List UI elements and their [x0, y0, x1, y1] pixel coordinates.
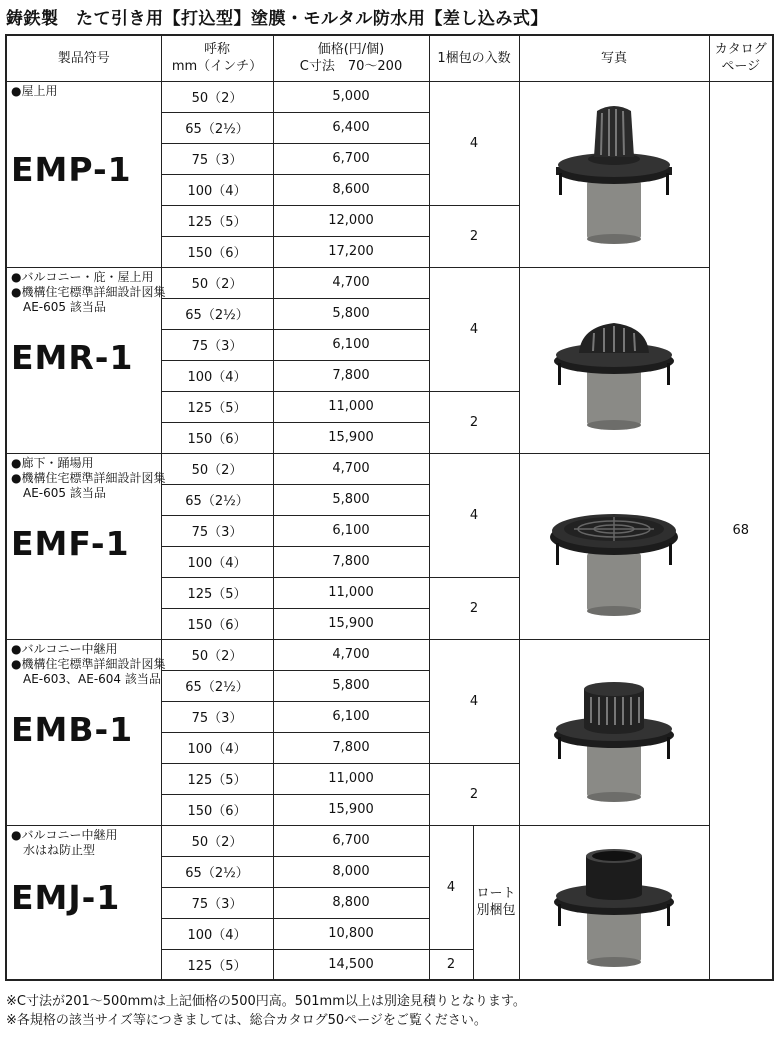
price-cell: 15,900 [273, 422, 429, 453]
qty-cell: 2 [429, 391, 519, 453]
size-cell: 65（2½） [161, 484, 273, 515]
drain-emf1-icon [544, 471, 684, 621]
drain-emr1-icon [549, 285, 679, 435]
photo-emj1 [519, 825, 709, 980]
product-code: EMP-1 [11, 149, 132, 189]
qty-cell: 2 [429, 763, 519, 825]
size-cell: 100（4） [161, 918, 273, 949]
price-cell: 12,000 [273, 205, 429, 236]
product-cell-emb1: ●バルコニー中継用 ●機構住宅標準詳細設計図集 AE-603、AE-604 該当品 EMB-1 [6, 639, 161, 825]
header-row [6, 35, 773, 81]
price-cell: 15,900 [273, 794, 429, 825]
price-cell: 7,800 [273, 360, 429, 391]
size-cell: 150（6） [161, 608, 273, 639]
product-code: EMB-1 [11, 709, 134, 749]
price-cell: 5,800 [273, 670, 429, 701]
price-cell: 5,800 [273, 484, 429, 515]
header-bundle-qty: 1梱包の入数 [429, 35, 519, 81]
price-cell: 6,100 [273, 515, 429, 546]
photo-emf1 [519, 453, 709, 639]
size-cell: 100（4） [161, 360, 273, 391]
product-code: EMJ-1 [11, 877, 121, 917]
size-cell: 75（3） [161, 329, 273, 360]
price-cell: 4,700 [273, 267, 429, 298]
size-cell: 50（2） [161, 825, 273, 856]
qty-cell: 4 [429, 81, 519, 205]
drain-emj1-icon [549, 832, 679, 972]
price-cell: 7,800 [273, 546, 429, 577]
price-cell: 14,500 [273, 949, 429, 980]
size-cell: 100（4） [161, 174, 273, 205]
price-cell: 6,400 [273, 112, 429, 143]
price-cell: 6,700 [273, 143, 429, 174]
size-cell: 125（5） [161, 763, 273, 794]
size-cell: 75（3） [161, 701, 273, 732]
size-cell: 65（2½） [161, 856, 273, 887]
header-photo: 写真 [519, 35, 709, 81]
price-cell: 6,700 [273, 825, 429, 856]
page-title: 鋳鉄製 たて引き用【打込型】塗膜・モルタル防水用【差し込み式】 [6, 9, 548, 29]
size-cell: 50（2） [161, 81, 273, 112]
product-cell-emp1: ●屋上用 EMP-1 [6, 81, 161, 267]
price-cell: 6,100 [273, 701, 429, 732]
size-cell: 75（3） [161, 515, 273, 546]
size-cell: 150（6） [161, 236, 273, 267]
price-cell: 4,700 [273, 453, 429, 484]
product-cell-emf1: ●廊下・踊場用 ●機構住宅標準詳細設計図集 AE-605 該当品 EMF-1 [6, 453, 161, 639]
qty-cell: 4 [429, 825, 473, 949]
price-cell: 10,800 [273, 918, 429, 949]
drain-emp1-icon [549, 99, 679, 249]
price-cell: 15,900 [273, 608, 429, 639]
price-cell: 8,600 [273, 174, 429, 205]
header-catalog-page: カタログ ページ [709, 35, 773, 81]
size-cell: 50（2） [161, 267, 273, 298]
footnote: ※各規格の該当サイズ等につきましては、総合カタログ50ページをご覧ください。 [6, 1013, 487, 1028]
size-cell: 65（2½） [161, 298, 273, 329]
size-cell: 100（4） [161, 732, 273, 763]
qty-cell: 4 [429, 453, 519, 577]
price-cell: 4,700 [273, 639, 429, 670]
size-cell: 75（3） [161, 143, 273, 174]
photo-emr1 [519, 267, 709, 453]
size-cell: 125（5） [161, 577, 273, 608]
footnote: ※C寸法が201～500mmは上記価格の500円高。501mm以上は別途見積りとなります。 [6, 994, 526, 1009]
size-cell: 100（4） [161, 546, 273, 577]
price-cell: 6,100 [273, 329, 429, 360]
size-cell: 65（2½） [161, 112, 273, 143]
header-product-code: 製品符号 [6, 35, 161, 81]
product-code: EMF-1 [11, 523, 130, 563]
product-cell-emj1: ●バルコニー中継用 水はね防止型 EMJ-1 [6, 825, 161, 980]
qty-cell: 4 [429, 267, 519, 391]
size-cell: 150（6） [161, 794, 273, 825]
price-cell: 7,800 [273, 732, 429, 763]
product-cell-emr1: ●バルコニー・庇・屋上用 ●機構住宅標準詳細設計図集 AE-605 該当品 EMR-1 [6, 267, 161, 453]
header-price: 価格(円/個) C寸法 70～200 [273, 35, 429, 81]
size-cell: 125（5） [161, 949, 273, 980]
catalog-page-cell: 68 [709, 81, 773, 980]
qty-cell: 2 [429, 949, 473, 980]
photo-emb1 [519, 639, 709, 825]
qty-cell: 2 [429, 577, 519, 639]
size-cell: 50（2） [161, 639, 273, 670]
price-cell: 5,800 [273, 298, 429, 329]
product-code: EMR-1 [11, 337, 134, 377]
header-nominal: 呼称 mm（インチ） [161, 35, 273, 81]
drain-emb1-icon [549, 657, 679, 807]
separate-package-note: ロート 別梱包 [473, 825, 519, 980]
price-cell: 8,000 [273, 856, 429, 887]
size-cell: 125（5） [161, 205, 273, 236]
size-cell: 65（2½） [161, 670, 273, 701]
price-cell: 5,000 [273, 81, 429, 112]
size-cell: 75（3） [161, 887, 273, 918]
price-cell: 11,000 [273, 577, 429, 608]
price-cell: 17,200 [273, 236, 429, 267]
qty-cell: 2 [429, 205, 519, 267]
price-cell: 8,800 [273, 887, 429, 918]
photo-emp1 [519, 81, 709, 267]
spec-table [5, 34, 774, 981]
price-cell: 11,000 [273, 391, 429, 422]
price-cell: 11,000 [273, 763, 429, 794]
size-cell: 50（2） [161, 453, 273, 484]
footnotes [6, 992, 526, 1030]
qty-cell: 4 [429, 639, 519, 763]
size-cell: 125（5） [161, 391, 273, 422]
size-cell: 150（6） [161, 422, 273, 453]
